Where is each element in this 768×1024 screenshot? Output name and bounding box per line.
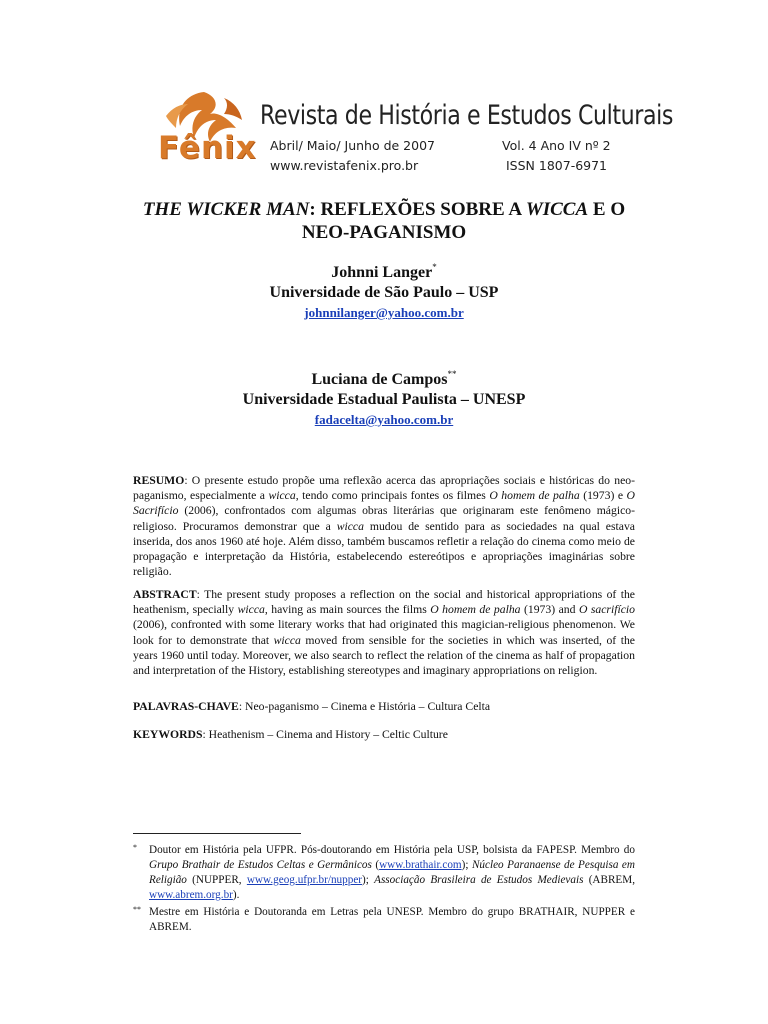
author-email-link[interactable]: johnnilanger@yahoo.com.br xyxy=(304,305,464,320)
resumo-italic: O homem de palha xyxy=(489,489,580,503)
resumo-italic: O Sacrifício xyxy=(133,489,635,518)
footnote-segment: Doutor em História pela UFPR. Pós-doutorando em História pela USP, bolsista da FAPESP. Membro do xyxy=(149,844,635,856)
footnote-segment: ); xyxy=(461,859,472,871)
footnote-segment: ); xyxy=(362,874,375,886)
journal-website: www.revistafenix.pro.br xyxy=(270,158,419,173)
resumo-text: , tendo como principais fontes os filmes xyxy=(295,489,490,503)
abstract-text: (2006), confronted with some literary works that had originated this magician-religious phenomenon. We look for to demonstrate that xyxy=(133,618,635,647)
title-wicca: WICCA xyxy=(525,199,589,220)
article-title xyxy=(0,198,768,244)
abstract-text: moved from sensible for the societies in which was inserted, of the years 1960 until today. Moreover, we also search to reflect the relation of the cinema as half of propagation and interpretation of the History, establishing stereotypes and imaginary appropriations on religion. xyxy=(133,633,635,678)
abstract-text: : The present study proposes a reflection on the social and historical appropriations of the heathenism, specially xyxy=(133,588,635,617)
abstract-label: ABSTRACT xyxy=(133,588,197,601)
author-name xyxy=(0,371,768,389)
author-affiliation: Universidade de São Paulo – USP xyxy=(269,284,499,301)
title-segment: E O xyxy=(588,199,626,220)
footnote-text: Mestre em História e Doutoranda em Letras pela UNESP. Membro do grupo BRATHAIR, NUPPER e ABREM. xyxy=(149,906,635,933)
phoenix-logo-icon xyxy=(146,86,258,178)
resumo-paragraph xyxy=(133,473,635,579)
title-line-1 xyxy=(0,198,768,221)
footnote-mark: ** xyxy=(133,905,141,914)
footnote-segment: ). xyxy=(232,889,240,901)
abstract-italic: wicca xyxy=(237,603,265,617)
footnote-divider xyxy=(133,833,301,834)
author-email-link[interactable]: fadacelta@yahoo.com.br xyxy=(314,412,454,427)
resumo-italic: wicca xyxy=(268,489,296,503)
footnote-link[interactable]: www.geog.ufpr.br/nupper xyxy=(246,874,363,886)
footnote-marker: * xyxy=(432,262,437,272)
author-email-wrap xyxy=(0,411,768,429)
footnote-link[interactable]: www.abrem.org.br xyxy=(149,889,233,901)
journal-title: Revista de História e Estudos Culturais xyxy=(260,100,674,131)
journal-masthead xyxy=(138,86,674,180)
footnote-italic: Núcleo Paranaense de Pesquisa em Religião xyxy=(149,859,635,886)
footnote xyxy=(133,843,635,903)
footnote-segment: (NUPPER, xyxy=(186,874,247,886)
abstract-italic: wicca xyxy=(273,633,301,647)
issue-period: Abril/ Maio/ Junho de 2007 xyxy=(270,138,435,153)
keywords-text: : Heathenism – Cinema and History – Celtic Culture xyxy=(202,728,448,741)
footnote-italic: Associação Brasileira de Estudos Medievais xyxy=(374,874,584,886)
title-film-name: THE WICKER MAN xyxy=(142,199,310,220)
keywords xyxy=(133,727,635,742)
resumo-text: (1973) e xyxy=(579,489,627,503)
abstract-text: (1973) and xyxy=(520,603,579,617)
resumo-label: RESUMO xyxy=(133,474,185,487)
title-segment: : REFLEXÕES SOBRE A xyxy=(309,199,526,220)
author-name-text: Luciana de Campos xyxy=(311,371,448,388)
abstract-italic: O sacrifício xyxy=(578,603,635,617)
abstract-italic: O homem de palha xyxy=(430,603,521,617)
resumo-italic: wicca xyxy=(336,519,364,533)
palavras-chave-label: PALAVRAS-CHAVE xyxy=(133,700,239,713)
footnote-segment: ( xyxy=(371,859,380,871)
abstract-text: , having as main sources the films xyxy=(264,603,431,617)
footnote-mark: * xyxy=(133,843,137,852)
palavras-chave-text: : Neo-paganismo – Cinema e História – Cultura Celta xyxy=(238,700,491,713)
footnote-marker: ** xyxy=(447,369,457,379)
footnote-segment: (ABREM, xyxy=(583,874,636,886)
title-line-2: NEO-PAGANISMO xyxy=(301,222,467,243)
resumo-text: : O presente estudo propõe uma reflexão acerca das apropriações sociais e históricas do neo-paganismo, especialmente a xyxy=(133,474,635,503)
resumo-text: (2006), confrontados com algumas obras literárias que originaram este fenômeno mágico-religioso. Procuramos demonstrar que a xyxy=(133,504,635,533)
footnote-link[interactable]: www.brathair.com xyxy=(379,859,462,871)
abstract-paragraph xyxy=(133,587,635,678)
footnote-italic: Grupo Brathair de Estudos Celtas e Germânicos xyxy=(149,859,372,871)
issn: ISSN 1807-6971 xyxy=(506,158,608,173)
footnote-text xyxy=(149,843,635,903)
keywords-label: KEYWORDS xyxy=(133,728,203,741)
author-name-text: Johnni Langer xyxy=(331,264,433,281)
footnote xyxy=(133,905,635,935)
resumo-text: mudou de sentido para as sociedades na qual estava inserida, dos anos 1960 até hoje. Além disso, também buscamos refletir a relação do cinema como meio de propagação e interpretação da História, estabelecendo estereótipos e apropriações imaginárias sobre religião. xyxy=(133,519,635,579)
palavras-chave xyxy=(133,699,635,714)
author-affiliation: Universidade Estadual Paulista – UNESP xyxy=(242,391,526,408)
volume-info: Vol. 4 Ano IV nº 2 xyxy=(502,138,611,153)
author-email-wrap xyxy=(0,304,768,322)
logo-text: Fênix xyxy=(158,130,257,166)
author-name xyxy=(0,264,768,282)
